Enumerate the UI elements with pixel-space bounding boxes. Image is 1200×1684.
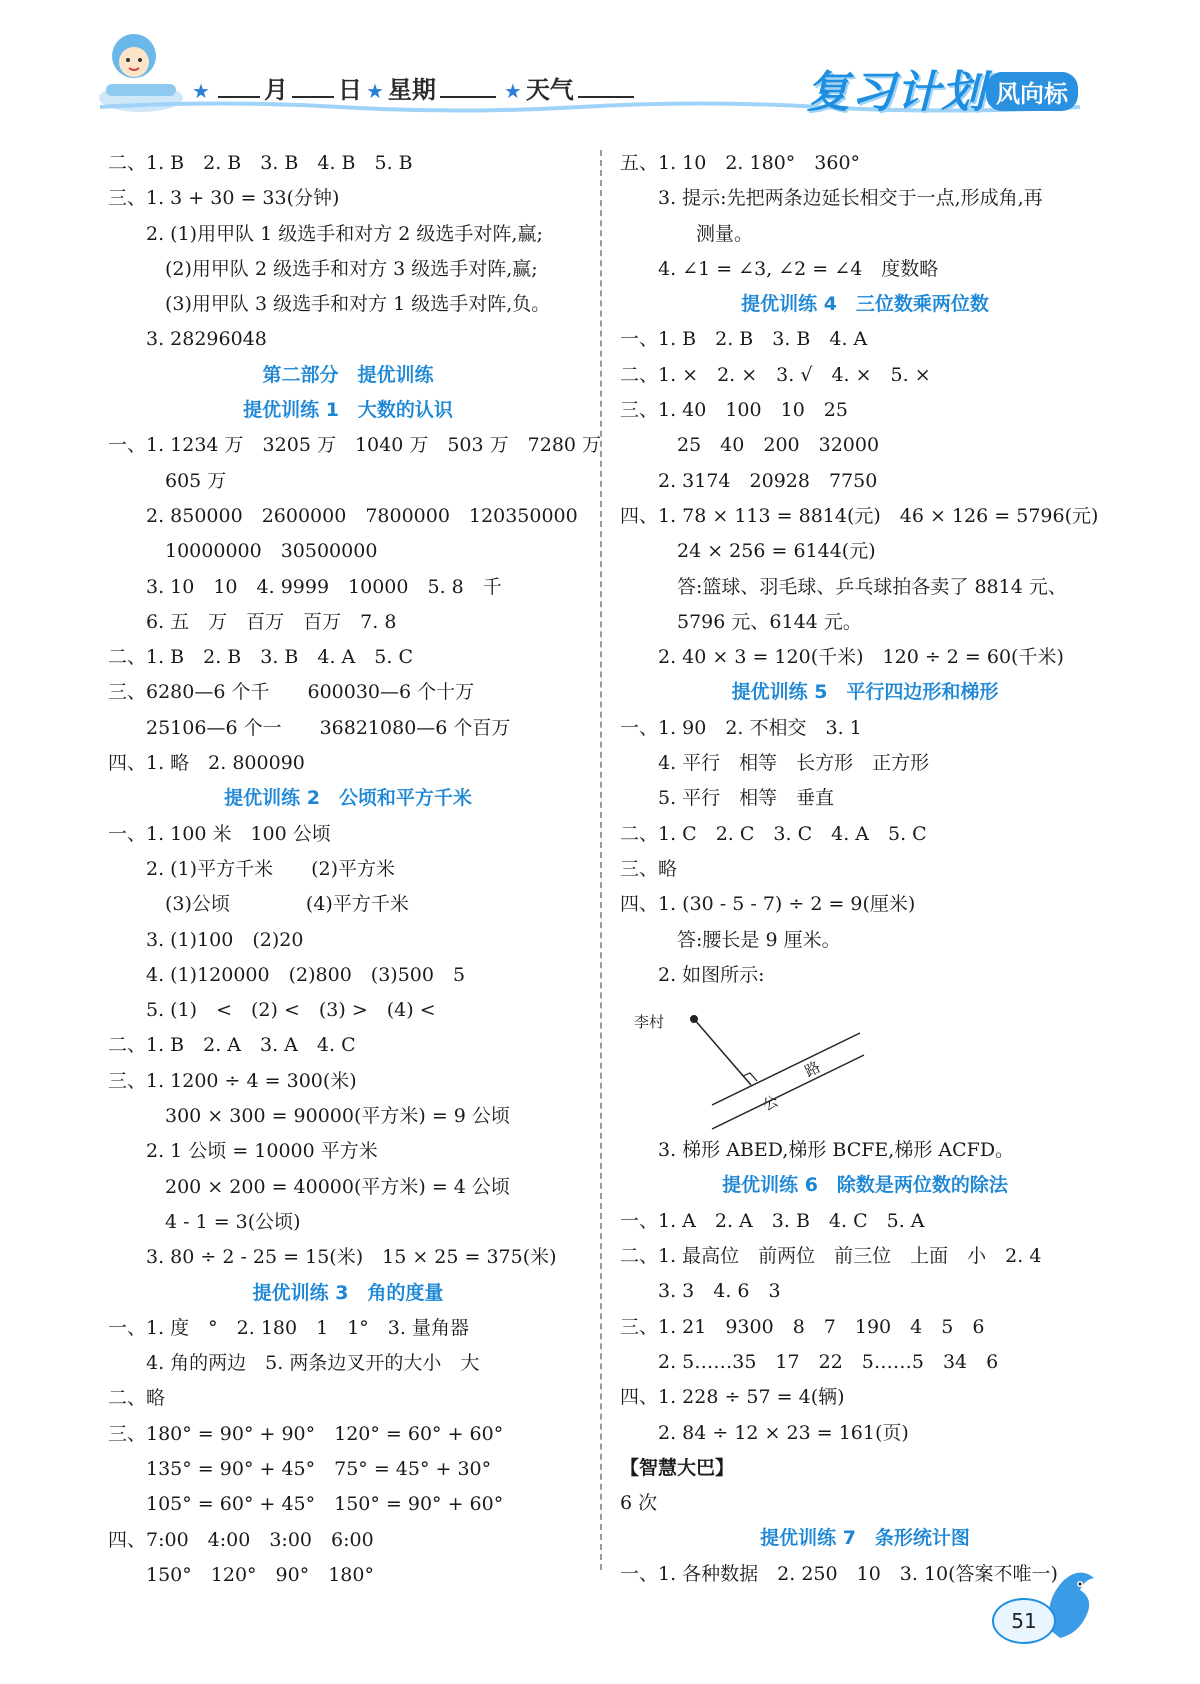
answer-line: 4. ∠1 = ∠3, ∠2 = ∠4 度数略	[620, 257, 939, 280]
answer-line: 2. 5……35 17 22 5……5 34 6	[620, 1350, 999, 1373]
answer-line: 300 × 300 = 90000(平方米) = 9 公顷	[108, 1105, 510, 1128]
answer-line: 四、1. 228 ÷ 57 = 4(辆)	[620, 1386, 845, 1409]
answer-line: 二、1. B 2. B 3. B 4. B 5. B	[108, 152, 413, 174]
answer-line: 10000000 30500000	[108, 540, 378, 563]
answer-line: 5. (1) < (2) < (3) > (4) <	[108, 999, 436, 1022]
week-blank[interactable]	[440, 74, 496, 98]
answer-line: 三、180° = 90° + 90° 120° = 60° + 60°	[108, 1422, 504, 1445]
page-header	[0, 0, 1200, 140]
answer-line: 三、略	[620, 857, 678, 880]
answer-line: 2. 3174 20928 7750	[620, 469, 878, 492]
answer-line: 4. (1)120000 (2)800 (3)500 5	[108, 963, 466, 986]
answer-line: 135° = 90° + 45° 75° = 45° + 30°	[108, 1457, 492, 1480]
answer-line: 6. 五 万 百万 百万 7. 8	[108, 610, 397, 633]
answer-line: 二、1. B 2. B 3. B 4. A 5. C	[108, 646, 413, 669]
answer-line: 二、1. 最高位 前两位 前三位 上面 小 2. 4	[620, 1245, 1042, 1268]
section-heading: 提优训练 7 条形统计图	[760, 1527, 970, 1550]
month-blank[interactable]	[218, 74, 260, 98]
answer-line: 四、1. 略 2. 800090	[108, 752, 305, 775]
answer-line: 25106—6 个一 36821080—6 个百万	[108, 716, 511, 739]
village-point	[690, 1015, 698, 1023]
answer-line: 二、略	[108, 1387, 166, 1410]
answer-line: 5796 元、6144 元。	[620, 610, 862, 633]
weather-label: 天气	[525, 76, 574, 104]
section-heading: 提优训练 4 三位数乘两位数	[741, 293, 989, 316]
answer-line: 三、1. 21 9300 8 7 190 4 5 6	[620, 1315, 985, 1338]
answer-line: 3. (1)100 (2)20	[108, 928, 304, 951]
answer-line: 4. 平行 相等 长方形 正方形	[620, 752, 930, 775]
page-number: 51	[992, 1598, 1056, 1644]
answer-line: 二、1. B 2. A 3. A 4. C	[108, 1034, 356, 1057]
answer-line: 2. 850000 2600000 7800000 120350000	[108, 504, 578, 527]
answer-line: 605 万	[108, 469, 227, 492]
answer-line: 一、1. A 2. A 3. B 4. C 5. A	[620, 1209, 925, 1232]
answer-line: 2. 84 ÷ 12 × 23 = 161(页)	[620, 1421, 909, 1444]
answer-line: 4 - 1 = 3(公顷)	[108, 1210, 301, 1233]
section-heading: 提优训练 6 除数是两位数的除法	[722, 1174, 1008, 1197]
weather-blank[interactable]	[578, 74, 634, 98]
road-diagram	[620, 993, 1110, 1133]
answer-line: 三、6280—6 个千 600030—6 个十万	[108, 681, 475, 704]
answer-line: 3. 10 10 4. 9999 10000 5. 8 千	[108, 575, 502, 598]
right-column	[620, 146, 1110, 1592]
section-heading: 提优训练 2 公顷和平方千米	[224, 787, 472, 810]
answer-line: 一、1. 90 2. 不相交 3. 1	[620, 716, 862, 739]
answer-line: 6 次	[620, 1492, 658, 1515]
answer-line: 一、1. B 2. B 3. B 4. A	[620, 328, 868, 351]
week-label: 星期	[387, 76, 436, 104]
day-label: 日	[337, 76, 362, 104]
answer-line: 2. 1 公顷 = 10000 平方米	[108, 1140, 378, 1163]
star-icon: ★	[503, 79, 522, 103]
answer-line: 二、1. × 2. × 3. √ 4. × 5. ×	[620, 363, 931, 386]
road-label-1: 公	[759, 1091, 782, 1115]
star-icon: ★	[365, 79, 384, 103]
village-label: 李村	[634, 1013, 665, 1032]
road-diagram-svg	[634, 993, 880, 1133]
answer-line: 3. 提示:先把两条边延长相交于一点,形成角,再	[620, 187, 1043, 210]
answer-line: 一、1. 各种数据 2. 250 10 3. 10(答案不唯一)	[620, 1562, 1058, 1585]
answer-line: 四、1. (30 - 5 - 7) ÷ 2 = 9(厘米)	[620, 893, 916, 916]
answer-line: 三、1. 3 + 30 = 33(分钟)	[108, 187, 340, 210]
answer-line: 105° = 60° + 45° 150° = 90° + 60°	[108, 1493, 504, 1516]
day-blank[interactable]	[292, 74, 334, 98]
right-angle-mark	[743, 1073, 757, 1081]
road-line-upper	[712, 1033, 860, 1105]
answer-line: 一、1. 1234 万 3205 万 1040 万 503 万 7280 万	[108, 434, 602, 457]
brand-title: 复习计划	[806, 67, 986, 118]
section-heading: 提优训练 1 大数的认识	[243, 399, 453, 422]
answer-line: 三、1. 1200 ÷ 4 = 300(米)	[108, 1069, 357, 1092]
answer-line: 2. 如图所示:	[620, 963, 765, 986]
answer-line: (3)用甲队 3 级选手和对方 1 级选手对阵,负。	[108, 293, 551, 316]
answer-line: 3. 梯形 ABED,梯形 BCFE,梯形 ACFD。	[620, 1139, 1015, 1162]
answer-line: 四、7:00 4:00 3:00 6:00	[108, 1528, 374, 1551]
perpendicular-line	[694, 1019, 751, 1085]
right-column-top	[620, 146, 1110, 993]
right-column-bottom	[620, 1133, 1110, 1592]
answer-line: (2)用甲队 2 级选手和对方 3 级选手对阵,赢;	[108, 257, 538, 280]
answer-line: 5. 平行 相等 垂直	[620, 787, 835, 810]
road-label-2: 路	[801, 1057, 824, 1081]
left-column	[108, 146, 602, 1593]
answer-line: 200 × 200 = 40000(平方米) = 4 公顷	[108, 1175, 510, 1198]
answer-line: 答:篮球、羽毛球、乒乓球拍各卖了 8814 元、	[620, 575, 1067, 598]
column-divider	[600, 150, 602, 1570]
answer-line: 二、1. C 2. C 3. C 4. A 5. C	[620, 822, 927, 845]
answer-line: 测量。	[620, 222, 754, 245]
answer-line: 3. 3 4. 6 3	[620, 1280, 781, 1303]
section-heading: 提优训练 5 平行四边形和梯形	[731, 681, 999, 704]
answer-line: 25 40 200 32000	[620, 434, 880, 457]
answer-line: 4. 角的两边 5. 两条边叉开的大小 大	[108, 1352, 480, 1375]
star-icon: ★	[192, 79, 210, 103]
answer-line: 150° 120° 90° 180°	[108, 1563, 374, 1586]
answer-line: 24 × 256 = 6144(元)	[620, 540, 876, 563]
answer-line: 3. 80 ÷ 2 - 25 = 15(米) 15 × 25 = 375(米)	[108, 1246, 557, 1269]
answer-line: 3. 28296048	[108, 328, 267, 351]
answer-line: 一、1. 度 ° 2. 180 1 1° 3. 量角器	[108, 1316, 469, 1339]
brand-subtitle: 风向标	[986, 72, 1078, 111]
section-heading: 第二部分 提优训练	[262, 363, 434, 386]
answer-line: 一、1. 100 米 100 公顷	[108, 822, 331, 845]
answer-line: 三、1. 40 100 10 25	[620, 399, 848, 422]
answer-line: 答:腰长是 9 厘米。	[620, 928, 841, 951]
answer-line: 五、1. 10 2. 180° 360°	[620, 152, 861, 174]
answer-line: 2. (1)用甲队 1 级选手和对方 2 级选手对阵,赢;	[108, 222, 543, 245]
answer-line: 【智慧大巴】	[620, 1456, 735, 1479]
month-label: 月	[263, 76, 288, 104]
answer-line: 四、1. 78 × 113 = 8814(元) 46 × 126 = 5796(元)	[620, 504, 1099, 527]
answer-line: 2. 40 × 3 = 120(千米) 120 ÷ 2 = 60(千米)	[620, 646, 1064, 669]
answer-line: (3)公顷 (4)平方千米	[108, 893, 409, 916]
answer-line: 2. (1)平方千米 (2)平方米	[108, 857, 395, 880]
section-heading: 提优训练 3 角的度量	[252, 1281, 444, 1304]
